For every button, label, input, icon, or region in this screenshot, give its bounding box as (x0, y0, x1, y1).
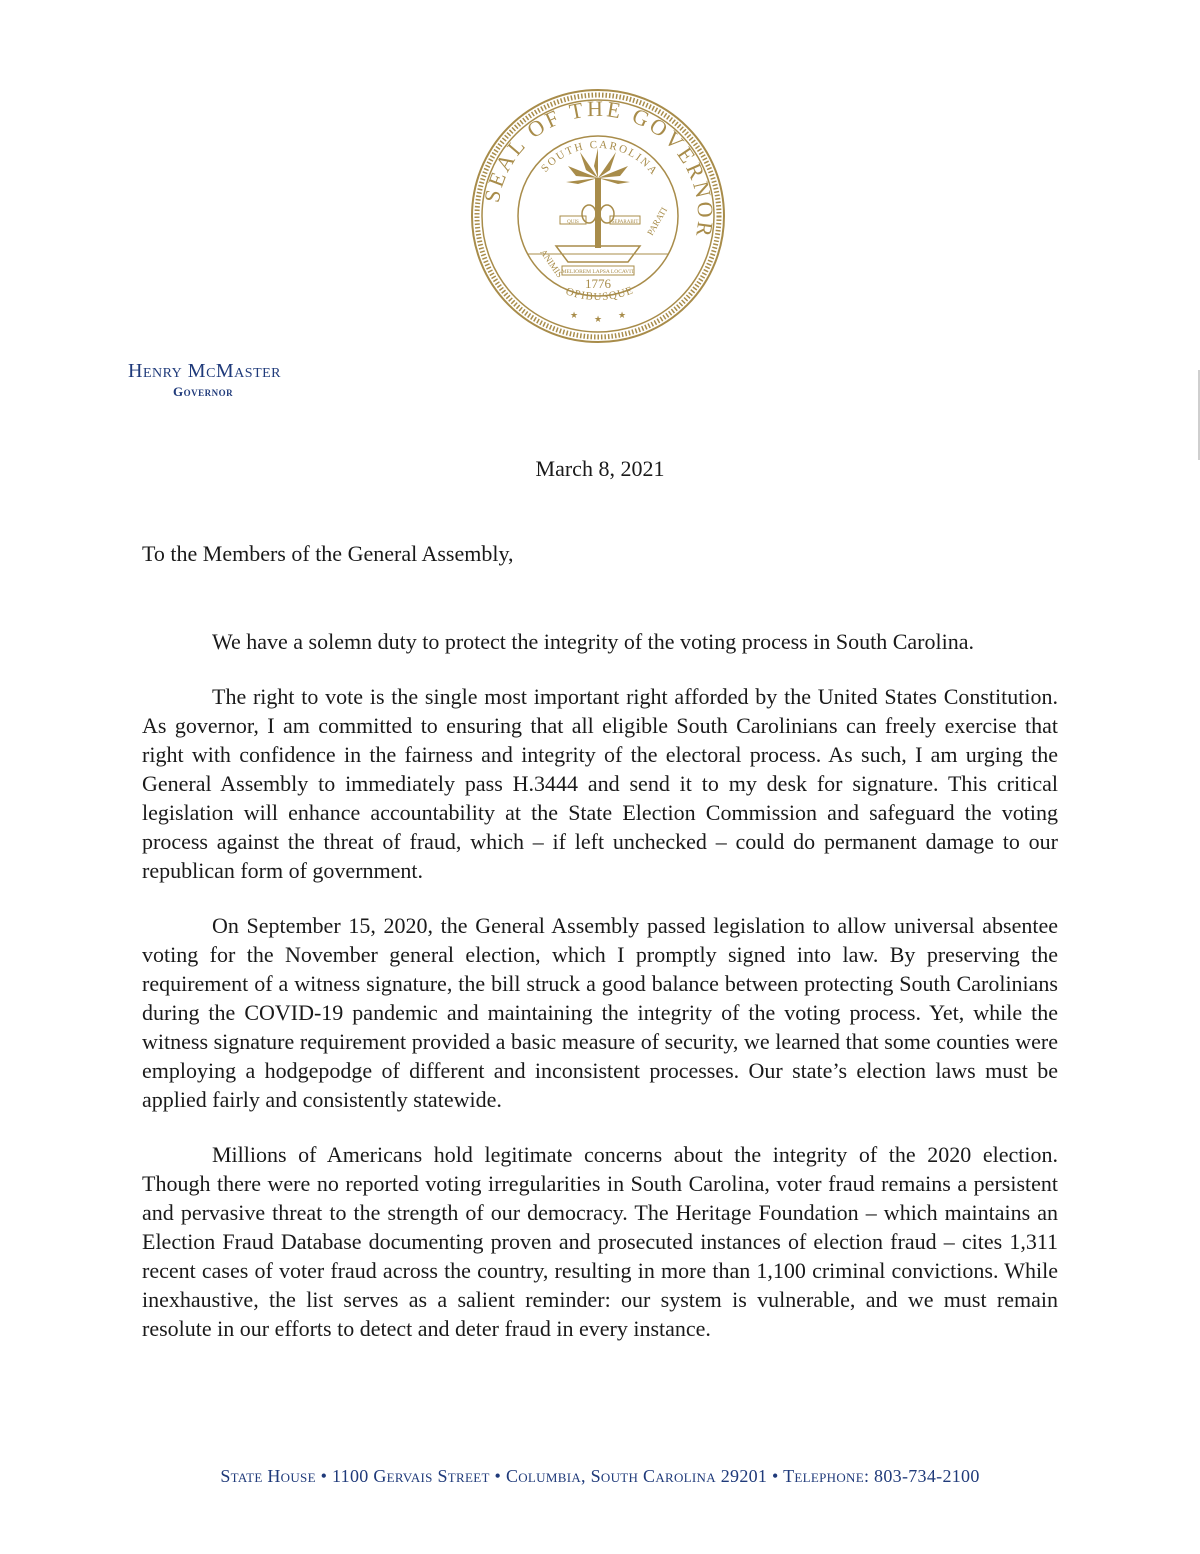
svg-text:★: ★ (617, 310, 627, 320)
seal-motto-right: PARATI (645, 205, 670, 237)
paragraph: The right to vote is the single most important right afforded by the United States Constitution. As governor, I am committed to ensuring that all eligible South Carolinians can freely exercise that right with confidence in the fairness and integrity of the electoral process. As such, I am urging the General Assembly to immediately pass H.3444 and send it to my desk for signature. This critical legislation will enhance accountability at the State Election Commission and safeguard the voting process against the threat of fraud, which – if left unchecked – could do permanent damage to our republican form of government. (142, 684, 1058, 883)
seal-graphic (468, 86, 728, 346)
letterhead (128, 360, 281, 400)
paragraph: We have a solemn duty to protect the integrity of the voting process in South Carolina. (212, 629, 974, 654)
svg-text:★: ★ (593, 314, 603, 324)
governor-name: Henry McMaster (128, 360, 282, 382)
seal-motto-bottom: OPIBUSQUE (564, 284, 636, 304)
seal-outer-text: SEAL OF THE GOVERNOR (478, 95, 719, 241)
star-icon (570, 310, 626, 324)
svg-text:MELIOREM LAPSA LOCAVIT: MELIOREM LAPSA LOCAVIT (561, 269, 635, 275)
seal-inner-text: SOUTH CAROLINA (538, 138, 661, 179)
paragraph: Millions of Americans hold legitimate concerns about the integrity of the 2020 election. Though there were no reported voting irregularities in South Carolina, voter fraud remains a persistent and pervasive threat to the strength of our democracy. The Heritage Foundation – which maintains an Election Fraud Database documenting proven and prosecuted instances of election fraud – cites 1,311 recent cases of voter fraud across the country, resulting in more than 1,100 criminal convictions. While inexhaustive, the list serves as a salient reminder: our system is vulnerable, and we must remain resolute in our efforts to detect and deter fraud in every instance. (142, 1142, 1058, 1341)
governor-seal (468, 86, 728, 346)
svg-text:★: ★ (569, 310, 579, 320)
letter-salutation: To the Members of the General Assembly, (142, 541, 514, 566)
governor-title: Governor (173, 384, 234, 399)
seal-year: 1776 (585, 276, 611, 291)
svg-text:SEPARABIT: SEPARABIT (611, 220, 639, 225)
letter-body (142, 627, 1058, 1369)
letter-date: March 8, 2021 (535, 456, 665, 481)
paragraph: On September 15, 2020, the General Assembly passed legislation to allow universal absentee voting for the November general election, which I promptly signed into law. By preserving the requirement of a witness signature, the bill struck a good balance between protecting South Carolinians during the COVID-19 pandemic and maintaining the integrity of the voting process. Yet, while the witness signature requirement provided a basic measure of security, we learned that some counties were employing a hodgepodge of different and inconsistent processes. Our state’s election laws must be applied fairly and consistently statewide. (142, 913, 1058, 1112)
footer-address: State House • 1100 Gervais Street • Columbia, South Carolina 29201 • Telephone: 803-734-2100 (220, 1466, 980, 1486)
palmetto-tree-icon (566, 148, 630, 248)
svg-text:QUIS: QUIS (567, 220, 579, 225)
seal-motto-left: ANIMIS (538, 247, 565, 280)
